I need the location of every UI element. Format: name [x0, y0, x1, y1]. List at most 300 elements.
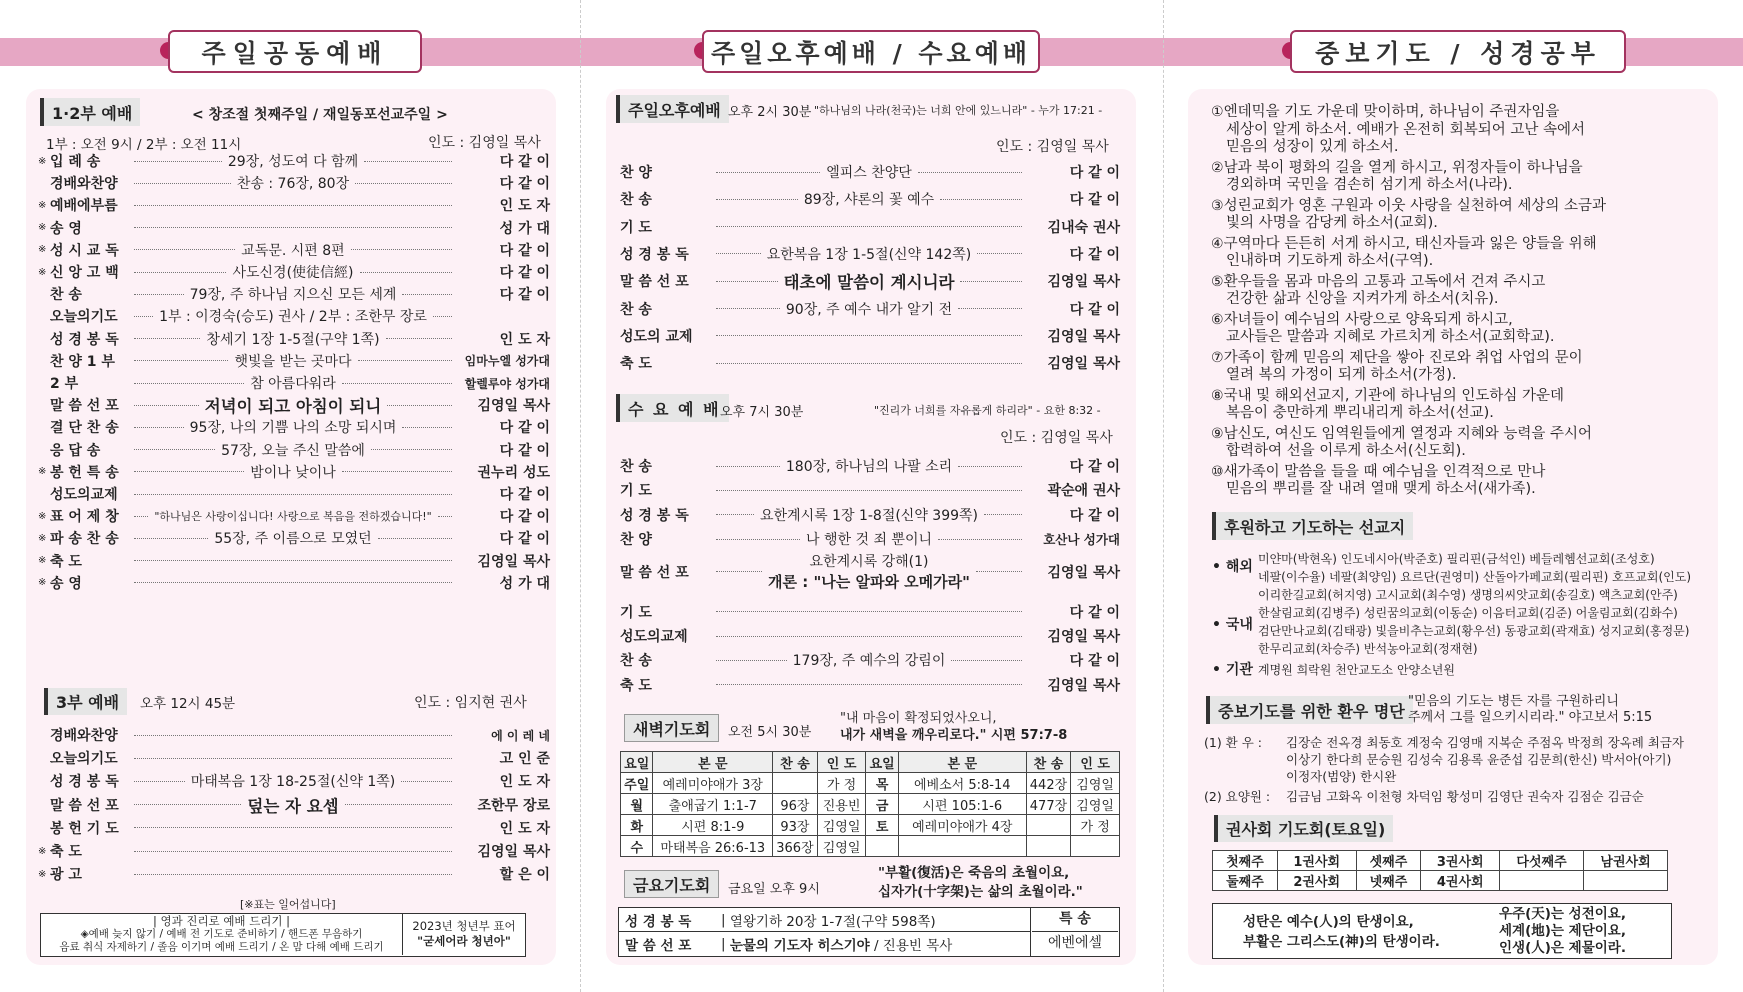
footer-line1: ◈예배 늦지 않기 / 예배 전 기도로 준비하기 / 핸드폰 무음하기	[80, 928, 363, 940]
section-title-sunday: 주일공동예배	[168, 30, 422, 73]
order-label: 찬 양 1 부	[50, 353, 115, 370]
order-person: 다 같 이	[499, 287, 550, 304]
prayer-line	[1211, 426, 1641, 444]
order-label: 성 시 교 독	[50, 242, 119, 259]
order-person: 권누리 성도	[477, 464, 551, 481]
order-label: 축 도	[50, 553, 82, 570]
order-row	[620, 297, 1120, 321]
table-cell: 시편 8:1-9	[653, 815, 773, 836]
table-cell: 예레미야애가 3장	[653, 773, 773, 794]
leader-dots	[134, 360, 228, 361]
leader-dots	[134, 758, 452, 759]
leader-dots	[951, 660, 1022, 661]
table-cell: 96장	[773, 794, 818, 815]
table-cell: 금	[866, 794, 898, 815]
order-row	[620, 454, 1120, 478]
motto-text: "굳세어라 청년아"	[417, 934, 511, 948]
prayer-text: 건강한 삶과 신앙을 지켜가게 하소서(치유).	[1226, 291, 1499, 307]
leader-dots	[134, 494, 452, 495]
friday-verse-line1: "부활(復活)은 죽음의 초월이요,	[878, 865, 1070, 881]
friday-sermon-label: 말 씀 선 포	[625, 938, 692, 954]
order-person: 다 같 이	[499, 487, 550, 503]
dawn-prayer-chip: 새벽기도회	[624, 714, 719, 742]
prayer-number: ④	[1211, 235, 1224, 252]
prayer-text: 구역마다 든든히 서게 하시고, 태신자들과 잃은 양들을 위해	[1223, 235, 1597, 252]
leader-dots	[355, 183, 452, 184]
standing-mark: ※	[38, 155, 47, 167]
leader-dots	[134, 161, 222, 162]
leader-dots	[134, 538, 208, 539]
closing-left-line2: 부활은 그리스도(神)의 탄생이라.	[1243, 934, 1440, 950]
leader-dots	[358, 360, 452, 361]
order-label: 성 경 봉 독	[50, 331, 119, 348]
order-row	[620, 478, 1120, 502]
standing-mark: ※	[38, 868, 47, 880]
order-content-line: 엘피스 찬양단	[826, 165, 912, 181]
order-label: 오늘의기도	[50, 751, 118, 768]
leader-dots	[958, 466, 1022, 467]
order-person: 인 도 자	[499, 774, 550, 791]
intercession-chip: 중보기도를 위한 환우 명단	[1206, 696, 1413, 724]
order-content	[826, 162, 912, 182]
order-label: 성도의교제	[620, 629, 688, 645]
table-cell: 수	[621, 836, 653, 857]
prayer-number: ⑥	[1211, 311, 1224, 328]
leader-dots	[134, 804, 241, 805]
mission-domestic-label: 국내	[1225, 617, 1253, 633]
motto-title: 2023년 청년부 표어	[412, 919, 516, 933]
order-label: 예배에부름	[50, 198, 118, 215]
mission-domestic-line: 검단만나교회(김태광) 빛을비추는교회(황우선) 동광교회(곽재효) 성지교회(홍정문)	[1258, 624, 1690, 638]
leader-dots	[134, 874, 452, 875]
order-label: 찬 송	[620, 192, 652, 209]
prayer-text: 남신도, 여신도 임역원들에게 열정과 지혜와 능력을 주시어	[1223, 425, 1592, 442]
standing-note: [※표는 일어섭니다]	[240, 898, 336, 911]
order-person: 성 가 대	[499, 575, 550, 592]
mission-org: 계명원 희락원 천안교도소 안양소년원	[1258, 663, 1455, 677]
order-row	[38, 460, 550, 484]
table-row	[1213, 871, 1668, 891]
friday-sermon-title: 눈물의 기도자 히스기야	[729, 938, 870, 954]
prayer-number: ③	[1211, 197, 1224, 214]
table-cell	[1026, 815, 1071, 836]
table-header: 찬 송	[773, 752, 818, 773]
order-person: 다 같 이	[1069, 653, 1120, 670]
order-label: 축 도	[620, 356, 652, 373]
order-label: 말 씀 선 포	[620, 274, 689, 291]
leader-dots	[134, 338, 200, 339]
leader-dots	[134, 781, 185, 782]
order-row	[620, 351, 1120, 375]
table-cell: 남권사회	[1584, 851, 1668, 871]
deacon-prayer-chip: 권사회 기도회(토요일)	[1214, 815, 1393, 842]
order-row	[620, 624, 1120, 648]
prayer-line	[1211, 215, 1641, 233]
prayer-text: 새가족이 말씀을 들을 때 예수님을 인격적으로 만나	[1223, 463, 1546, 480]
order-label: 축 도	[620, 677, 652, 694]
table-header: 요일	[621, 752, 653, 773]
mission-domestic-line: 한무리교회(차승주) 반석농아교회(정재현)	[1258, 642, 1478, 656]
leader-dots	[401, 781, 452, 782]
leader-dots	[134, 560, 452, 561]
prayer-text: 환우들을 몸과 마음의 고통과 고독에서 건져 주시고	[1223, 273, 1546, 290]
table-header: 본 문	[653, 752, 773, 773]
order-row	[38, 349, 550, 373]
table-cell	[1071, 836, 1120, 857]
order-row	[38, 549, 550, 573]
prayer-line	[1211, 122, 1641, 140]
mission-domestic-line: 한살림교회(김병주) 성린꿈의교회(이동순) 이음터교회(김준) 어울림교회(김화수)	[1258, 606, 1678, 620]
table-cell: 김영일	[817, 815, 866, 836]
order-label: 성 경 봉 독	[50, 774, 119, 791]
order-label: 성도의 교제	[620, 328, 693, 345]
table-header: 본 문	[898, 752, 1026, 773]
leader-dots	[134, 827, 452, 828]
closing-right-line3: 인생(人)은 제물이라.	[1499, 940, 1626, 956]
table-cell	[1584, 871, 1668, 891]
leader-dots	[716, 466, 780, 467]
table-cell: 주일	[621, 773, 653, 794]
order-content-line: 나 행한 것 죄 뿐이니	[806, 532, 932, 549]
order-label: 축 도	[50, 844, 82, 860]
order-content-line: 요한계시록 1장 1-8절(신약 399쪽)	[760, 507, 979, 524]
standing-mark: ※	[38, 555, 47, 567]
order-content	[760, 505, 978, 525]
table-cell: 진용빈	[817, 794, 866, 815]
closing-right-line1: 우주(天)는 성전이요,	[1499, 906, 1626, 922]
patients-label: (1) 환 우 :	[1204, 735, 1262, 750]
prayer-text: 자녀들이 예수님의 사랑으로 양육되게 하시고,	[1223, 311, 1513, 328]
order-person: 김영일 목사	[1047, 564, 1121, 581]
table-cell	[1500, 871, 1584, 891]
leader-dots	[716, 514, 754, 515]
order-person: 다 같 이	[499, 420, 550, 437]
table-cell: 2권사회	[1277, 871, 1356, 891]
order-person: 다 같 이	[1069, 604, 1120, 621]
prayer-text: 가족이 함께 믿음의 제단을 쌓아 진로와 취업 사업의 문이	[1223, 349, 1583, 366]
order-content: 79장, 주 하나님 지으신 모든 세계	[189, 287, 397, 304]
leader-dots	[433, 316, 452, 317]
order-row	[38, 723, 550, 747]
order-label: 표 어 제 창	[50, 509, 119, 526]
leader-dots	[351, 249, 452, 250]
order-person: 김영일 목사	[1047, 677, 1120, 694]
leader-dots	[134, 183, 231, 184]
prayer-line	[1211, 291, 1641, 309]
patients-line: 김장순 전옥경 최동호 계정숙 김영매 지복순 주점옥 박정희 장옥례 최금자	[1286, 735, 1685, 750]
prayer-text: 인내하며 기도하게 하소서(구역).	[1226, 253, 1434, 269]
prayer-number: ⑤	[1211, 273, 1224, 290]
order-person: 김영일 목사	[1047, 356, 1120, 373]
leader-dots	[378, 538, 452, 539]
prayer-number: ⑨	[1211, 425, 1224, 442]
prayer-item	[1211, 104, 1641, 157]
table-cell	[773, 773, 818, 794]
order-label: 경배와찬양	[50, 728, 118, 744]
order-person: 할 은 이	[499, 867, 550, 884]
order-content-line: 180장, 하나님의 나팔 소리	[785, 459, 953, 475]
order-person: 다 같 이	[1069, 192, 1121, 209]
closing-right-line2: 세계(地)는 제단이요,	[1499, 923, 1626, 939]
order-content-line: 개론 : "나는 알파와 오메가라"	[768, 573, 970, 592]
leader-dots	[716, 226, 1022, 227]
order-content: 29장, 성도여 다 함께	[227, 154, 359, 170]
order-content	[786, 299, 952, 319]
prayer-text: 남과 북이 평화의 길을 열게 하시고, 위정자들이 하나님을	[1223, 159, 1583, 176]
order-person: 김영일 목사	[477, 553, 550, 570]
order-label: 기 도	[620, 219, 652, 236]
table-cell: 셋째주	[1356, 851, 1421, 871]
friday-time: 금요일 오후 9시	[728, 882, 820, 897]
column-divider	[1163, 0, 1164, 992]
prayer-line	[1211, 274, 1641, 292]
prayer-line	[1211, 198, 1641, 216]
order-content: 저녁이 되고 아침이 되니	[204, 397, 382, 417]
leader-dots	[342, 471, 452, 472]
order-person: 호산나 성가대	[1043, 532, 1120, 548]
morning-service-chip: 1·2부 예배	[40, 98, 140, 126]
table-cell: 둘째주	[1213, 871, 1278, 891]
third-service-chip: 3부 예배	[44, 688, 127, 715]
order-content: "하나님은 사랑이십니다! 사랑으로 복음을 전하겠습니다!"	[154, 510, 432, 524]
standing-mark: ※	[38, 466, 47, 478]
leader-dots	[402, 427, 452, 428]
column-divider	[580, 0, 581, 992]
order-content: 햇빛을 받는 곳마다	[234, 353, 352, 370]
order-content-line: 90장, 주 예수 내가 알기 전	[785, 301, 953, 318]
footer-box	[40, 913, 526, 957]
leader-dots	[134, 227, 452, 228]
order-person: 김내숙 권사	[1047, 219, 1120, 236]
order-person: 다 같 이	[499, 509, 551, 526]
morning-leader: 인도 : 김영일 목사	[428, 135, 541, 151]
patients-line: 이정자(범양) 한시완	[1286, 769, 1397, 784]
order-content	[767, 244, 972, 264]
standing-mark: ※	[38, 266, 47, 278]
table-cell: 마태복음 26:6-13	[653, 836, 773, 857]
leader-dots	[134, 427, 184, 428]
order-row	[38, 793, 550, 817]
order-label: 말 씀 선 포	[50, 398, 119, 415]
table-cell: 김영일	[1071, 794, 1120, 815]
table-cell: 477장	[1026, 794, 1071, 815]
leader-dots	[134, 294, 184, 295]
order-content-line: 요한계시록 강해(1)	[809, 554, 929, 571]
mission-overseas-line: 미얀마(박현옥) 인도네시아(박준호) 필리핀(금석인) 베들레헴선교회(조성호)	[1258, 552, 1655, 566]
table-header: 찬 송	[1026, 752, 1071, 773]
prayer-item	[1211, 274, 1641, 309]
wednesday-leader: 인도 : 김영일 목사	[1000, 430, 1113, 446]
table-cell: 김영일	[817, 836, 866, 857]
order-row	[38, 504, 550, 528]
leader-dots	[716, 611, 1022, 612]
table-cell: 토	[866, 815, 898, 836]
order-person: 김영일 목사	[477, 844, 550, 860]
mission-overseas-line: 네팔(이수율) 네팔(최양임) 요르단(권영미) 산돌아가페교회(필리핀) 호프교회(인도)	[1258, 570, 1692, 584]
prayer-text: 믿음의 뿌리를 잘 내려 열매 맺게 하소서(새가족).	[1226, 481, 1536, 497]
order-content	[804, 189, 934, 209]
prayer-line	[1211, 253, 1641, 271]
deacon-schedule-table	[1212, 850, 1668, 891]
table-row	[621, 836, 1120, 857]
leader-dots	[134, 383, 244, 384]
prayer-line	[1211, 350, 1641, 368]
prayer-text: 복음이 충만하게 뿌리내리게 하소서(선교).	[1226, 405, 1494, 421]
order-person: 다 같 이	[499, 531, 550, 548]
leader-dots	[716, 660, 787, 661]
prayer-text: 합력하여 선을 이루게 하소서(신도회).	[1226, 443, 1466, 459]
leader-dots	[958, 308, 1022, 309]
section-title-afternoon: 주일오후예배 / 수요예배	[702, 30, 1040, 73]
closing-left-line1: 성탄은 예수(人)의 탄생이요,	[1243, 914, 1414, 930]
order-content: 찬송 : 76장, 80장	[236, 176, 350, 193]
leader-dots	[716, 571, 762, 572]
leader-dots	[345, 804, 452, 805]
order-person: 다 같 이	[499, 442, 550, 459]
order-person: 인 도 자	[499, 820, 550, 837]
prayer-item	[1211, 312, 1641, 347]
order-label: 송 영	[50, 220, 82, 237]
table-cell: 출애굽기 1:1-7	[653, 794, 773, 815]
leader-dots	[387, 405, 452, 406]
order-row	[38, 171, 550, 195]
friday-sermon-person: / 진용빈 목사	[873, 938, 953, 954]
order-row	[38, 415, 550, 439]
order-row	[620, 600, 1120, 624]
leader-dots	[716, 363, 1022, 364]
order-label: 찬 양	[620, 165, 652, 181]
order-content: 1부 : 이경숙(승도) 권사 / 2부 : 조한무 장로	[159, 309, 427, 326]
table-cell: 예레미야애가 4장	[898, 815, 1026, 836]
leader-dots	[342, 383, 452, 384]
order-row	[38, 327, 550, 351]
order-row	[38, 260, 550, 284]
order-content: 밤이나 낮이나	[250, 464, 336, 481]
table-cell: 넷째주	[1356, 871, 1421, 891]
afternoon-leader: 인도 : 김영일 목사	[996, 139, 1109, 155]
table-cell: 다섯째주	[1500, 851, 1584, 871]
prayer-number: ⑦	[1211, 349, 1224, 366]
friday-verse-line2: 십자가(十字架)는 삶의 초월이라."	[878, 884, 1083, 900]
order-person: 에 이 레 네	[491, 728, 550, 743]
leader-dots	[134, 582, 452, 583]
order-content	[786, 456, 952, 476]
intercession-verse-line1: "믿음의 기도는 병든 자를 구원하리니	[1408, 694, 1619, 709]
prayer-text: 성린교회가 영혼 구원과 이웃 사랑을 실천하여 세상의 소금과	[1223, 197, 1606, 214]
mission-org-label: 기관	[1225, 662, 1253, 678]
table-cell: 에베소서 5:8-14	[898, 773, 1026, 794]
table-cell: 시편 105:1-6	[898, 794, 1026, 815]
order-person: 할렐루야 성가대	[464, 376, 551, 391]
order-person: 인 도 자	[499, 331, 550, 348]
prayer-line	[1211, 177, 1641, 195]
order-row	[620, 503, 1120, 527]
prayer-line	[1211, 481, 1641, 499]
leader-dots	[716, 539, 800, 540]
order-label: 신 앙 고 백	[50, 265, 119, 281]
table-cell: 월	[621, 794, 653, 815]
leader-dots	[984, 514, 1022, 515]
order-person: 다 같 이	[1069, 507, 1121, 524]
prayer-number: ①	[1211, 104, 1224, 120]
leader-dots	[977, 253, 1022, 254]
order-label: 찬 송	[620, 301, 652, 318]
leader-dots	[716, 490, 1022, 491]
order-row	[38, 839, 550, 863]
order-row	[38, 769, 550, 793]
table-cell: 목	[866, 773, 898, 794]
morning-time: 1부 : 오전 9시 / 2부 : 오전 11시	[46, 137, 242, 153]
nursing-names: 김금님 고화옥 이천형 차덕임 황성미 김영단 권숙자 김점순 김금순	[1286, 789, 1644, 804]
order-person: 성 가 대	[499, 220, 550, 237]
table-cell	[1026, 836, 1071, 857]
leader-dots	[716, 172, 820, 173]
leader-dots	[918, 172, 1022, 173]
order-label: 기 도	[620, 604, 652, 621]
leader-dots	[360, 272, 452, 273]
order-content: 교독문. 시편 8편	[241, 242, 345, 259]
order-label: 찬 송	[620, 653, 652, 670]
order-label: 성 경 봉 독	[620, 246, 689, 263]
leader-dots	[386, 338, 452, 339]
order-label: 봉 헌 기 도	[50, 820, 119, 837]
order-label: 광 고	[50, 867, 82, 884]
table-header: 인 도	[817, 752, 866, 773]
mission-overseas-label: 해외	[1225, 559, 1253, 575]
order-label: 2 부	[50, 376, 79, 392]
order-row	[38, 371, 550, 395]
afternoon-verse: "하나님의 나라(천국)는 너희 안에 있느니라" - 누가 17:21 -	[814, 104, 1103, 117]
order-label: 성도의교제	[50, 487, 118, 503]
order-row	[38, 238, 550, 262]
prayer-line	[1211, 312, 1641, 330]
prayer-number: ⑩	[1211, 463, 1224, 480]
wednesday-time: 오후 7시 30분	[720, 405, 804, 420]
standing-mark: ※	[38, 510, 47, 522]
order-row	[38, 282, 550, 306]
order-person: 다 같 이	[1069, 165, 1121, 181]
standing-mark: ※	[38, 845, 47, 857]
prayer-text: 빛의 사명을 감당케 하소서(교회).	[1226, 215, 1438, 231]
special-song: 에벤에셀	[1047, 935, 1103, 951]
leader-dots	[940, 199, 1022, 200]
prayer-text: 믿음의 성장이 있게 하소서.	[1226, 139, 1399, 155]
prayer-text: 교사들은 말씀과 지혜로 가르치게 하소서(교회학교).	[1226, 329, 1555, 345]
prayer-line	[1211, 139, 1641, 157]
table-cell: 366장	[773, 836, 818, 857]
table-cell	[866, 836, 898, 857]
order-row	[38, 816, 550, 840]
leader-dots	[438, 516, 452, 517]
standing-mark: ※	[38, 222, 47, 234]
order-content: 창세기 1장 1-5절(구약 1쪽)	[206, 331, 380, 348]
prayer-item	[1211, 160, 1641, 195]
prayer-text: 엔데믹을 기도 가운데 맞이하며, 하나님이 주권자임을	[1223, 104, 1560, 120]
order-content: 덮는 자 요셉	[247, 796, 339, 816]
order-label: 경배와찬양	[50, 176, 118, 193]
order-label: 기 도	[620, 483, 652, 500]
order-content-line: 태초에 말씀이 계시니라	[783, 273, 955, 293]
leader-dots	[716, 199, 798, 200]
friday-reading-text: 열왕기하 20장 1-7절(구약 598쪽)	[729, 913, 936, 930]
mission-chip: 후원하고 기도하는 선교지	[1212, 512, 1413, 540]
order-label: 찬 송	[50, 287, 82, 304]
prayer-item	[1211, 388, 1641, 423]
table-cell: 가 정	[817, 773, 866, 794]
order-row	[620, 215, 1120, 239]
standing-mark: ※	[38, 199, 47, 211]
wednesday-verse: "진리가 너희를 자유롭게 하리라" - 요한 8:32 -	[874, 404, 1101, 417]
